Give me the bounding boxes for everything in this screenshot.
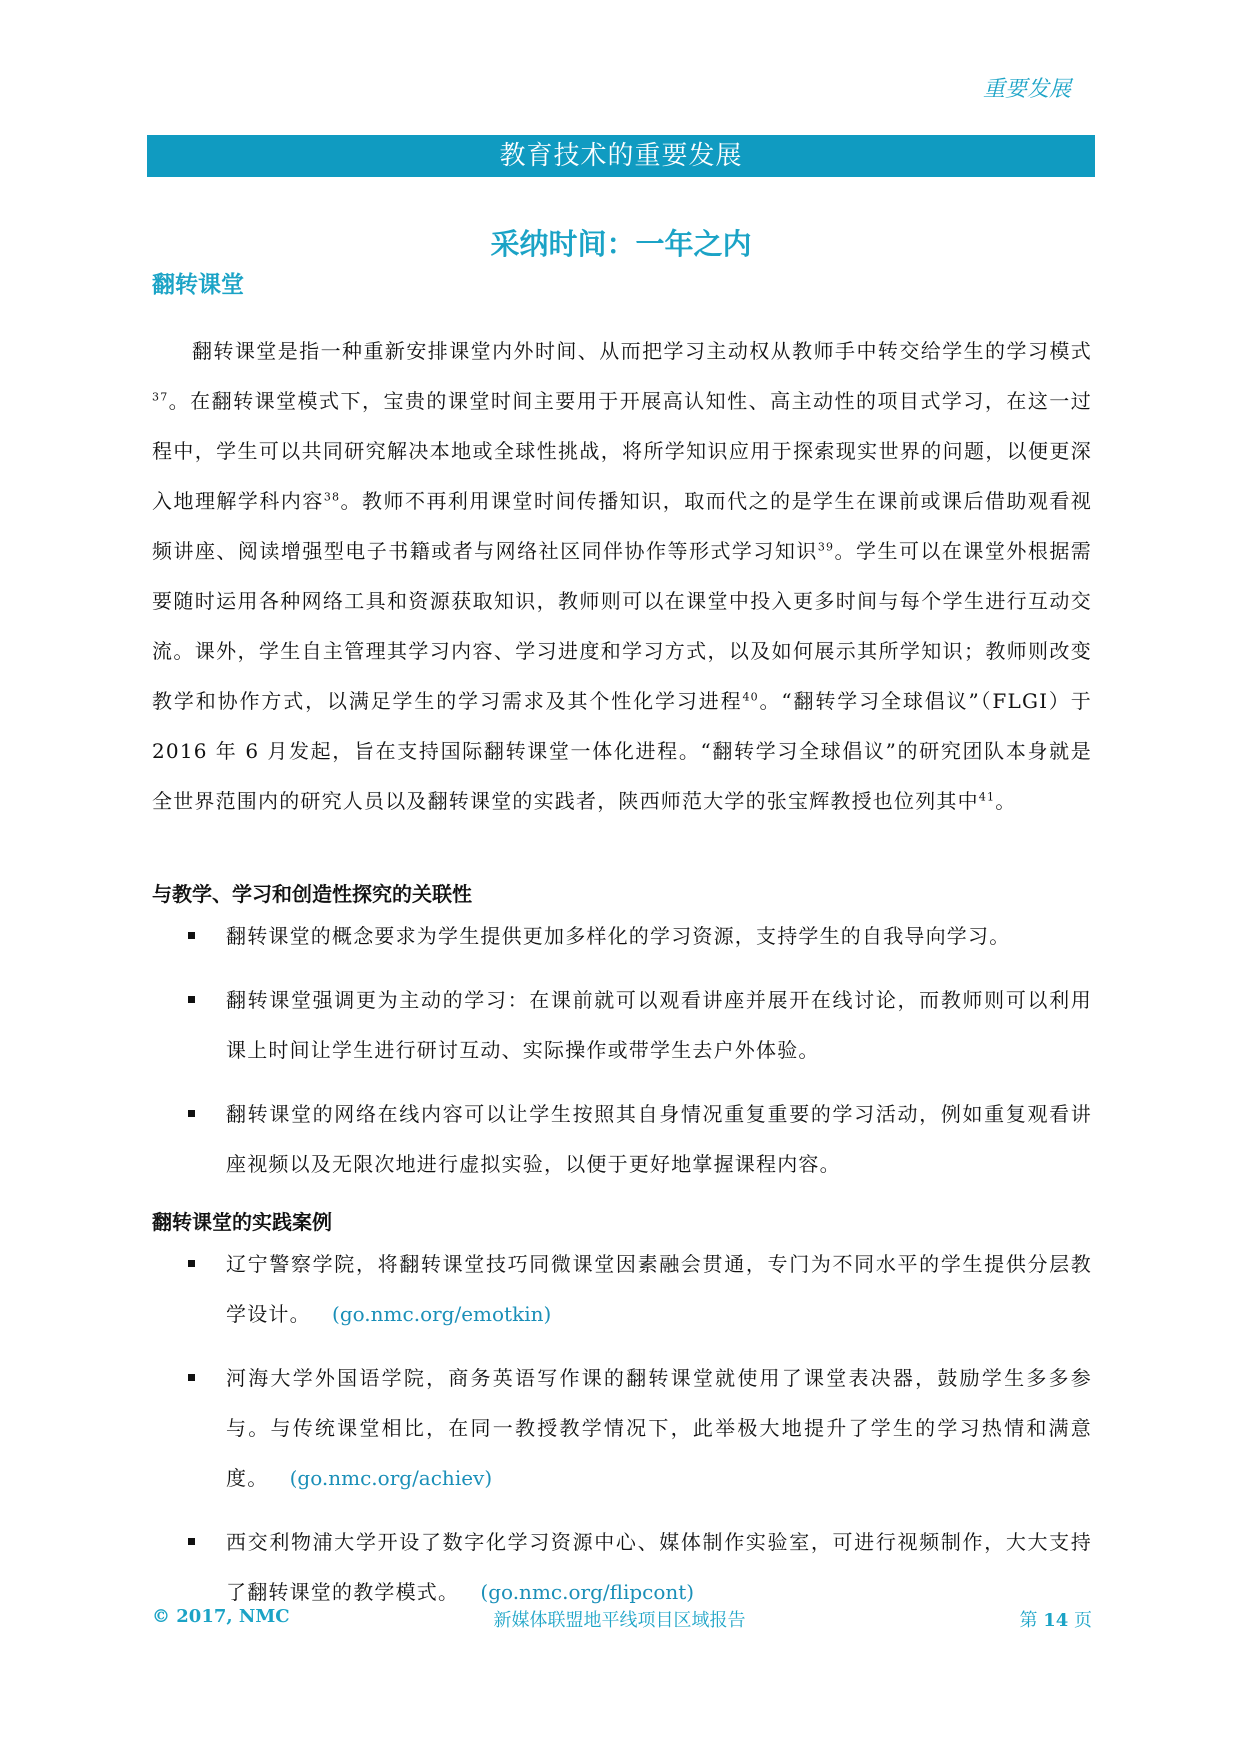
section-banner: 教育技术的重要发展 — [147, 135, 1095, 177]
example-link[interactable]: (go.nmc.org/flipcont) — [480, 1580, 695, 1604]
example-link[interactable]: (go.nmc.org/emotkin) — [332, 1302, 552, 1326]
footer-page-number: 第 14 页 — [1019, 1610, 1092, 1631]
list-item: 翻转课堂的网络在线内容可以让学生按照其自身情况重复重要的学习活动，例如重复观看讲座视频以及无限次地进行虚拟实验，以便于更好地掌握课程内容。 — [152, 1089, 1092, 1189]
footer-copyright: © 2017, NMC — [152, 1606, 290, 1627]
body-paragraph: 翻转课堂是指一种重新安排课堂内外时间、从而把学习主动权从教师手中转交给学生的学习模式$^{37}$。在翻转课堂模式下，宝贵的课堂时间主要用于开展高认知性、高主动性的项目式学习，在这一过程中，学生可以共同研究解决本地或全球性挑战，将所学知识应用于探索现实世界的问题，以便更深入地理解学科内容$^{38}$。教师不再利用课堂时间传播知识，取而代之的是学生在课前或课后借助观看视频讲座、阅读增强型电子书籍或者与网络社区同伴协作等形式学习知识$^{39}$。学生可以在课堂外根据需要随时运用各种网络工具和资源获取知识，教师则可以在课堂中投入更多时间与每个学生进行互动交流。课外，学生自主管理其学习内容、学习进度和学习方式，以及如何展示其所学知识；教师则改变教学和协作方式，以满足学生的学习需求及其个性化学习进程$^{40}$。“翻转学习全球倡议”（FLGI）于 2016 年 6 月发起，旨在支持国际翻转课堂一体化进程。“翻转学习全球倡议”的研究团队本身就是全世界范围内的研究人员以及翻转课堂的实践者，陕西师范大学的张宝辉教授也位列其中$^{41}$。 — [152, 339, 1093, 813]
list-item: 翻转课堂强调更为主动的学习：在课前就可以观看讲座并展开在线讨论，而教师则可以利用课上时间让学生进行研讨互动、实际操作或带学生去户外体验。 — [152, 975, 1092, 1075]
relevance-heading: 与教学、学习和创造性探究的关联性 — [152, 882, 472, 906]
list-item: 河海大学外国语学院，商务英语写作课的翻转课堂就使用了课堂表决器，鼓励学生多多参与。与传统课堂相比，在同一教授教学情况下，此举极大地提升了学生的学习热情和满意度。 (go.nmc.org/achiev) — [152, 1353, 1092, 1503]
square-bullet-icon — [188, 1374, 195, 1381]
footnote-ref[interactable]: 39 — [817, 540, 835, 554]
list-item: 辽宁警察学院，将翻转课堂技巧同微课堂因素融会贯通，专门为不同水平的学生提供分层教学设计。 (go.nmc.org/emotkin) — [152, 1239, 1092, 1339]
square-bullet-icon — [188, 932, 195, 939]
practice-list — [152, 1239, 1092, 1631]
footer-report-title: 新媒体联盟地平线项目区域报告 — [493, 1610, 746, 1631]
adoption-timeframe-heading: 采纳时间：一年之内 — [490, 227, 752, 261]
footnote-ref[interactable]: 41 — [978, 790, 996, 804]
page-number: 14 — [1043, 1610, 1069, 1631]
square-bullet-icon — [188, 996, 195, 1003]
example-link[interactable]: (go.nmc.org/achiev) — [289, 1466, 493, 1490]
square-bullet-icon — [188, 1260, 195, 1267]
square-bullet-icon — [188, 1538, 195, 1545]
footnote-ref[interactable]: 38 — [323, 490, 341, 504]
running-head: 重要发展 — [982, 77, 1071, 102]
footnote-ref[interactable]: 37 — [152, 390, 169, 404]
square-bullet-icon — [188, 1110, 195, 1117]
footnote-ref[interactable]: 40 — [742, 690, 759, 704]
relevance-list — [152, 911, 1092, 1203]
list-item: 翻转课堂的概念要求为学生提供更加多样化的学习资源，支持学生的自我导向学习。 — [152, 911, 1092, 961]
topic-title: 翻转课堂 — [152, 272, 244, 298]
list-item: 西交利物浦大学开设了数字化学习资源中心、媒体制作实验室，可进行视频制作，大大支持了翻转课堂的教学模式。 (go.nmc.org/flipcont) — [152, 1517, 1092, 1617]
practice-heading: 翻转课堂的实践案例 — [152, 1210, 332, 1234]
